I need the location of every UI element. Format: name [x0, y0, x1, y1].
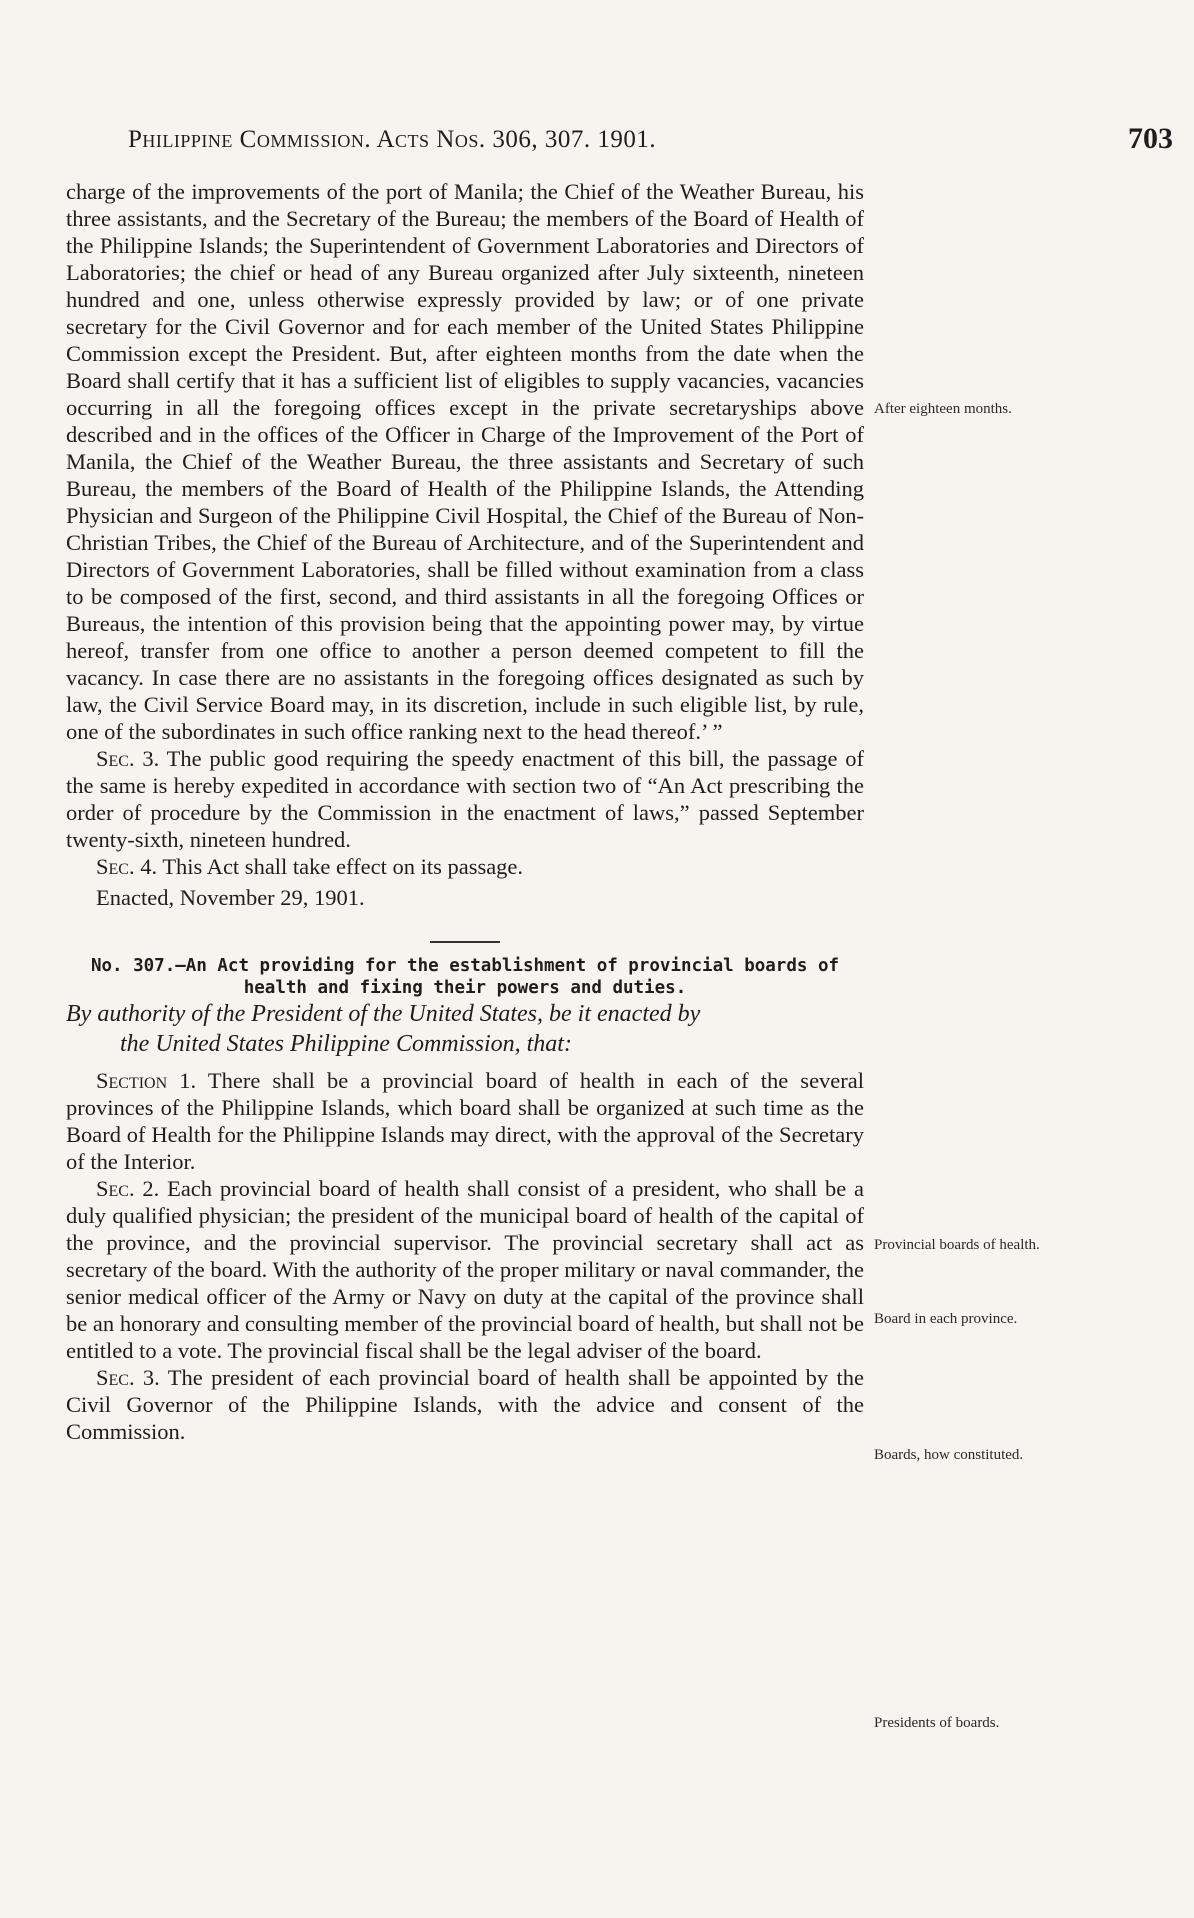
section-3-text: The public good requiring the speedy enactment of this bill, the passage of the same is hereby expedited in accordance with section two of “An Act prescribing the order of procedure by the Commission in the enactment of laws,” passed September twenty-sixth, nineteen hundred.	[66, 746, 865, 852]
enacting-clause-line-1: By authority of the President of the United States, be it enacted by	[66, 1001, 701, 1027]
section-4-paragraph	[66, 853, 864, 880]
act-307-section-2	[66, 1175, 864, 1364]
enacting-clause	[66, 999, 864, 1059]
act-307-section-2-label: Sec. 2.	[96, 1176, 160, 1201]
act-307-section-1-text: There shall be a provincial board of health in each of the several provinces of the Philippine Islands, which board shall be organized at such time as the Board of Health for the Philippine Islands may direct, with the approval of the Secretary of the Interior.	[66, 1068, 865, 1174]
act-307-section-1-label: Section 1.	[96, 1068, 197, 1093]
act-307-section-3-text: The president of each provincial board of health shall be appointed by the Civil Governor of the Philippine Islands, with the advice and consent of the Commission.	[66, 1365, 864, 1444]
act-307-title: No. 307.—An Act providing for the establishment of provincial boards of health and fixing their powers and duties.	[90, 956, 840, 998]
section-4-label: Sec. 4.	[96, 854, 158, 879]
margin-note-after-eighteen-months: After eighteen months.	[874, 401, 1012, 417]
act-307-section-3-label: Sec. 3.	[96, 1365, 160, 1390]
enacting-clause-line-2: the United States Philippine Commission, that:	[120, 1031, 572, 1057]
running-head: Philippine Commission. Acts Nos. 306, 307. 1901.	[128, 126, 657, 153]
section-3-label: Sec. 3.	[96, 746, 160, 771]
section-4-text: This Act shall take effect on its passage.	[162, 854, 524, 879]
section-3-paragraph	[66, 745, 864, 853]
continuation-paragraph: charge of the improvements of the port of Manila; the Chief of the Weather Bureau, his three assistants, and the Secretary of the Bureau; the members of the Board of Health of the Philippine Islands; the Superintendent of Government Laboratories and Directors of Laboratories; the chief or head of any Bureau organized after July sixteenth, nineteen hundred and one, unless otherwise expressly provided by law; or of one private secretary for the Civil Governor and for each member of the United States Philippine Commission except the President. But, after eighteen months from the date when the Board shall certify that it has a sufficient list of eligibles to supply vacancies, vacancies occurring in all the foregoing offices except in the private secretaryships above described and in the offices of the Officer in Charge of the Improvement of the Port of Manila, the Chief of the Weather Bureau, the three assistants and Secretary of such Bureau, the members of the Board of Health of the Philippine Islands, the Attending Physician and Surgeon of the Philippine Civil Hospital, the Chief of the Bureau of Non-Christian Tribes, the Chief of the Bureau of Architecture, and of the Superintendent and Directors of Government Laboratories, shall be filled without examination from a class to be composed of the first, second, and third assistants in all the foregoing Offices or Bureaus, the intention of this provision being that the appointing power may, by virtue hereof, transfer from one office to another a person deemed competent to fill the vacancy. In case there are no assistants in the foregoing offices designated as such by law, the Civil Service Board may, in its discretion, include in such eligible list, by rule, one of the subordinates in such office ranking next to the head thereof.’ ”	[66, 179, 864, 744]
act-307-section-1	[66, 1067, 864, 1175]
act-307-section-3	[66, 1364, 864, 1445]
enacted-date: Enacted, November 29, 1901.	[96, 885, 365, 910]
page-number: 703	[1128, 122, 1173, 155]
section-divider	[430, 941, 500, 943]
margin-note-board-each-province: Board in each province.	[874, 1311, 1018, 1327]
main-text-column	[66, 178, 864, 1445]
margin-note-presidents-of-boards: Presidents of boards.	[874, 1715, 1000, 1731]
margin-note-provincial-boards: Provincial boards of health.	[874, 1237, 1040, 1253]
act-307-section-2-text: Each provincial board of health shall consist of a president, who shall be a duly qualified physician; the president of the municipal board of health of the capital of the province, and the provincial supervisor. The provincial secretary shall act as secretary of the board. With the authority of the proper military or naval commander, the senior medical officer of the Army or Navy on duty at the capital of the province shall be an honorary and consulting member of the provincial board of health, but shall not be entitled to a vote. The provincial fiscal shall be the legal adviser of the board.	[66, 1176, 864, 1363]
margin-note-boards-constituted: Boards, how constituted.	[874, 1447, 1024, 1463]
